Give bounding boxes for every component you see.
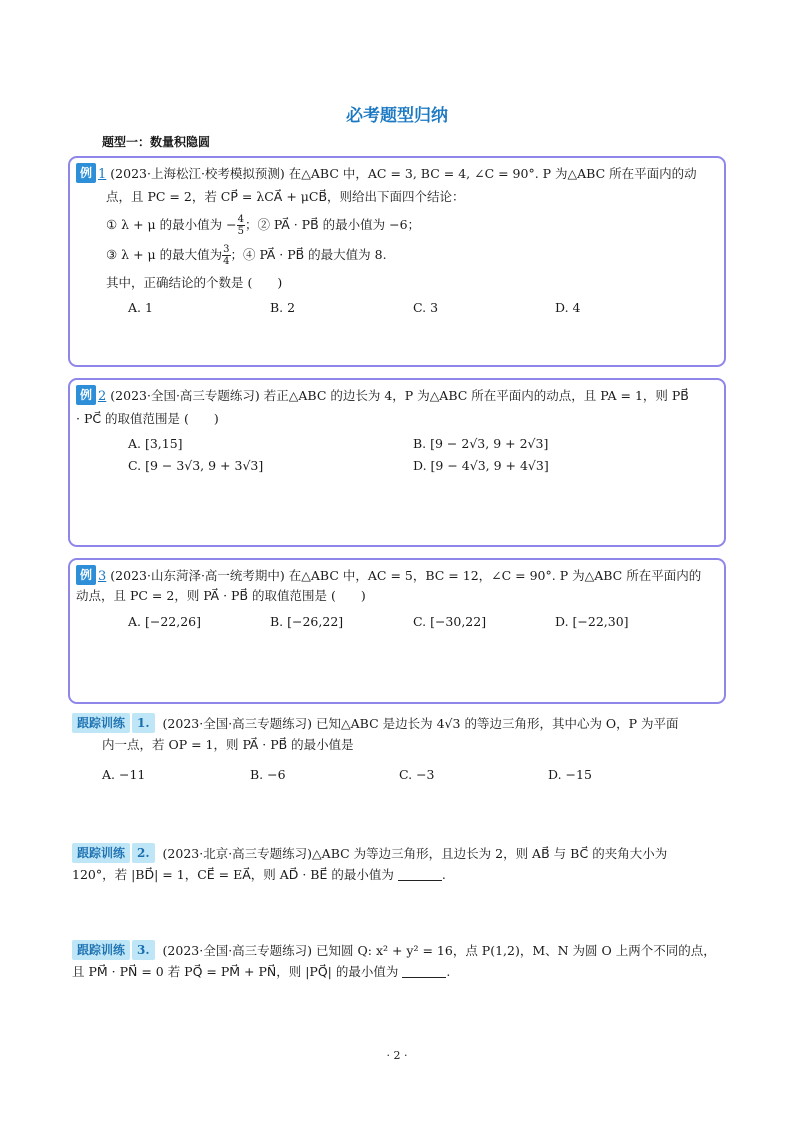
answer-blank xyxy=(398,868,442,881)
example-3-line-1: 例 3 (2023·山东菏泽·高一统考期中) 在△ABC 中，AC = 5，BC = 12，∠C = 90°. P 为△ABC 所在平面内的 xyxy=(76,565,701,586)
option-d: D. −15 xyxy=(548,767,592,782)
option-b: B. −6 xyxy=(250,767,286,782)
tracking-1-line-1: 跟踪训练 1. (2023·全国·高三专题练习) 已知△ABC 是边长为 4√3 的等边三角形，其中心为 O，P 为平面 xyxy=(72,713,679,733)
option-c: C. [9 − 3√3, 9 + 3√3] xyxy=(128,458,264,473)
example-2-box xyxy=(68,378,726,547)
tracking-number: 1. xyxy=(132,713,155,733)
option-a: A. [3,15] xyxy=(128,436,183,451)
option-d: D. [−22,30] xyxy=(555,614,629,629)
example-2-line-1: 例 2 (2023·全国·高三专题练习) 若正△ABC 的边长为 4，P 为△ABC 所在平面内的动点，且 PA = 1，则 PB⃗ xyxy=(76,385,689,406)
example-3-line-2: 动点，且 PC = 2，则 PA⃗ · PB⃗ 的取值范围是 ( ) xyxy=(76,588,366,603)
example-1-box xyxy=(68,156,726,367)
tracking-3-line-2: 且 PM⃗ · PN⃗ = 0 若 PQ⃗ = PM⃗ + PN⃗，则 |PQ⃗| 的最小值为 . xyxy=(72,964,451,979)
tracking-1-line-2: 内一点，若 OP = 1，则 PA⃗ · PB⃗ 的最小值是 xyxy=(102,737,354,752)
tracking-tag: 跟踪训练 xyxy=(72,940,130,960)
option-d: D. [9 − 4√3, 9 + 4√3] xyxy=(413,458,549,473)
option-b: B. [−26,22] xyxy=(270,614,344,629)
example-tag: 例 xyxy=(76,565,96,585)
example-number: 2 xyxy=(98,389,107,404)
page-title: 必考题型归纳 xyxy=(346,106,448,126)
example-1-line-5: 其中，正确结论的个数是 ( ) xyxy=(106,275,283,290)
option-b: B. 2 xyxy=(270,300,296,315)
tracking-number: 2. xyxy=(132,843,155,863)
option-c: C. 3 xyxy=(413,300,439,315)
tracking-2-line-2: 120°，若 |BD⃗| = 1，CE⃗ = EA⃗，则 AD⃗ · BE⃗ 的最小值为 . xyxy=(72,867,446,882)
example-2-line-2: · PC⃗ 的取值范围是 ( ) xyxy=(76,411,219,426)
page-number: · 2 · xyxy=(386,1049,408,1062)
tracking-2-line-1: 跟踪训练 2. (2023·北京·高三专题练习)△ABC 为等边三角形，且边长为 2，则 AB⃗ 与 BC⃗ 的夹角大小为 xyxy=(72,843,667,863)
example-3-box xyxy=(68,558,726,704)
section-heading: 题型一：数量积隐圆 xyxy=(102,135,211,149)
option-c: C. −3 xyxy=(399,767,435,782)
option-a: A. −11 xyxy=(102,767,146,782)
tracking-tag: 跟踪训练 xyxy=(72,843,130,863)
example-tag: 例 xyxy=(76,163,96,183)
example-1-line-4: ③ λ + μ 的最大值为 $\frac{3}{4}$ ；④ PA⃗ · PB⃗ 的最大值为 8. xyxy=(106,244,387,267)
option-c: C. [−30,22] xyxy=(413,614,487,629)
option-d: D. 4 xyxy=(555,300,581,315)
fraction: $\frac{3}{4}$ xyxy=(223,244,230,267)
example-1-line-3: ① λ + μ 的最小值为 − $\frac{4}{5}$ ；② PA⃗ · PB⃗ 的最小值为 −6； xyxy=(106,214,421,237)
answer-blank xyxy=(402,965,446,978)
tracking-number: 3. xyxy=(132,940,155,960)
option-b: B. [9 − 2√3, 9 + 2√3] xyxy=(413,436,549,451)
example-number: 3 xyxy=(98,569,107,584)
example-1-line-2: 点，且 PC = 2，若 CP⃗ = λCA⃗ + μCB⃗，则给出下面四个结论： xyxy=(106,189,465,204)
option-a: A. [−22,26] xyxy=(128,614,201,629)
fraction: $\frac{4}{5}$ xyxy=(237,214,244,237)
tracking-3-line-1: 跟踪训练 3. (2023·全国·高三专题练习) 已知圆 Q: x² + y² = 16，点 P(1,2)，M、N 为圆 O 上两个不同的点， xyxy=(72,940,716,960)
option-a: A. 1 xyxy=(128,300,153,315)
example-tag: 例 xyxy=(76,385,96,405)
example-1-line-1: 例 1 (2023·上海松江·校考模拟预测) 在△ABC 中，AC = 3, BC = 4, ∠C = 90°. P 为△ABC 所在平面内的动 xyxy=(76,163,697,184)
example-number: 1 xyxy=(98,167,107,182)
tracking-tag: 跟踪训练 xyxy=(72,713,130,733)
